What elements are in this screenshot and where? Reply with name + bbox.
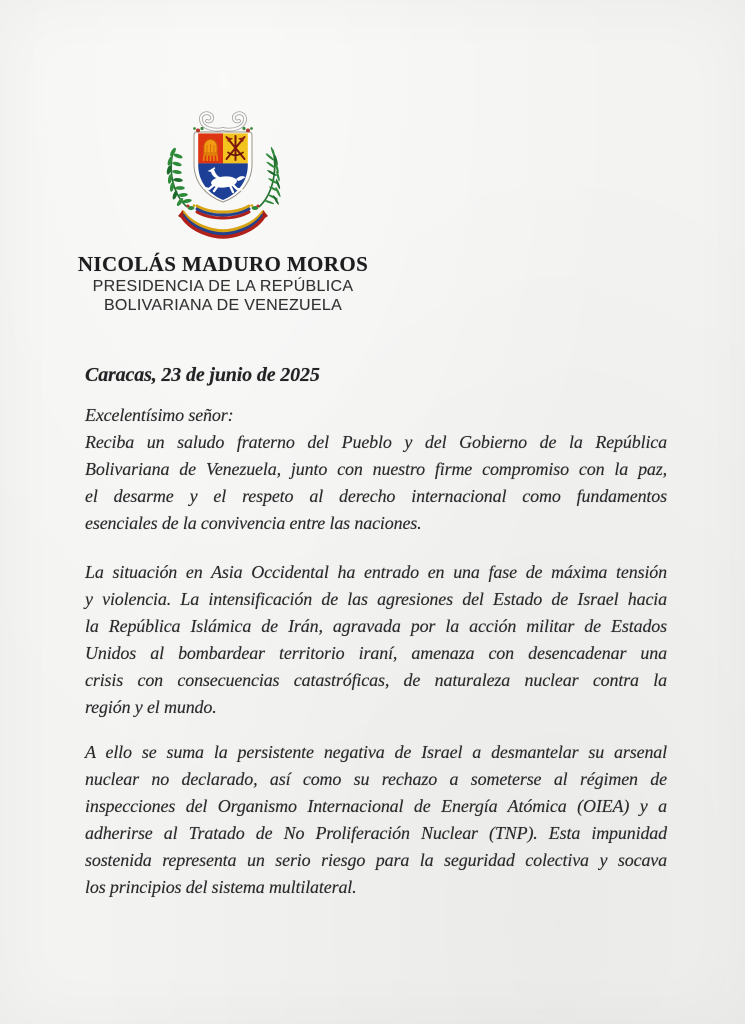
paragraph bbox=[85, 402, 667, 429]
text-line: Unidos al bombardear territorio iraní, amenaza con desencadenar una bbox=[85, 643, 667, 663]
text-line: esenciales de la convivencia entre las naciones. bbox=[85, 513, 422, 533]
text-line: los principios del sistema multilateral. bbox=[85, 877, 357, 897]
paragraph bbox=[85, 429, 667, 537]
text-line: nuclear no declarado, así como su rechazo a someterse al régimen de bbox=[85, 769, 667, 789]
text-line: Reciba un saludo fraterno del Pueblo y del Gobierno de la República bbox=[85, 432, 667, 452]
text-line: inspecciones del Organismo Internacional de Energía Atómica (OIEA) y a bbox=[85, 796, 667, 816]
paragraph bbox=[85, 739, 667, 901]
tricolor-ribbon bbox=[178, 204, 268, 237]
text-line: el desarme y el respeto al derecho internacional como fundamentos bbox=[85, 486, 667, 506]
palm-branch bbox=[259, 146, 281, 207]
text-line: sostenida representa un serio riesgo para la seguridad colectiva y socava bbox=[85, 850, 667, 870]
text-line: la República Islámica de Irán, agravada por la acción militar de Estados bbox=[85, 616, 667, 636]
text-line: adherirse al Tratado de No Proliferación Nuclear (TNP). Esta impunidad bbox=[85, 823, 667, 843]
text-line: crisis con consecuencias catastróficas, de naturaleza nuclear contra la bbox=[85, 670, 667, 690]
letterhead bbox=[0, 251, 446, 315]
office-line-2: BOLIVARIANA DE VENEZUELA bbox=[103, 297, 343, 314]
shield bbox=[194, 132, 252, 202]
paragraph bbox=[85, 559, 667, 721]
dateline: Caracas, 23 de junio de 2025 bbox=[85, 364, 320, 386]
text-line: La situación en Asia Occidental ha entrado en una fase de máxima tensión bbox=[85, 562, 667, 582]
text-line: y violencia. La intensificación de las agresiones del Estado de Israel hacia bbox=[85, 589, 667, 609]
laurel-branch bbox=[166, 147, 192, 207]
venezuela-coat-of-arms bbox=[161, 110, 285, 241]
text-line: Excelentísimo señor: bbox=[85, 405, 234, 425]
office-line-1: PRESIDENCIA DE LA REPÚBLICA bbox=[92, 278, 354, 295]
letter-body bbox=[85, 354, 667, 901]
sender-name: NICOLÁS MADURO MOROS bbox=[77, 252, 369, 276]
text-line: A ello se suma la persistente negativa de Israel a desmantelar su arsenal bbox=[85, 742, 667, 762]
letter-paragraphs bbox=[85, 402, 667, 901]
text-line: región y el mundo. bbox=[85, 697, 217, 717]
cornucopias bbox=[201, 113, 245, 129]
text-line: Bolivariana de Venezuela, junto con nuestro firme compromiso con la paz, bbox=[85, 459, 667, 479]
